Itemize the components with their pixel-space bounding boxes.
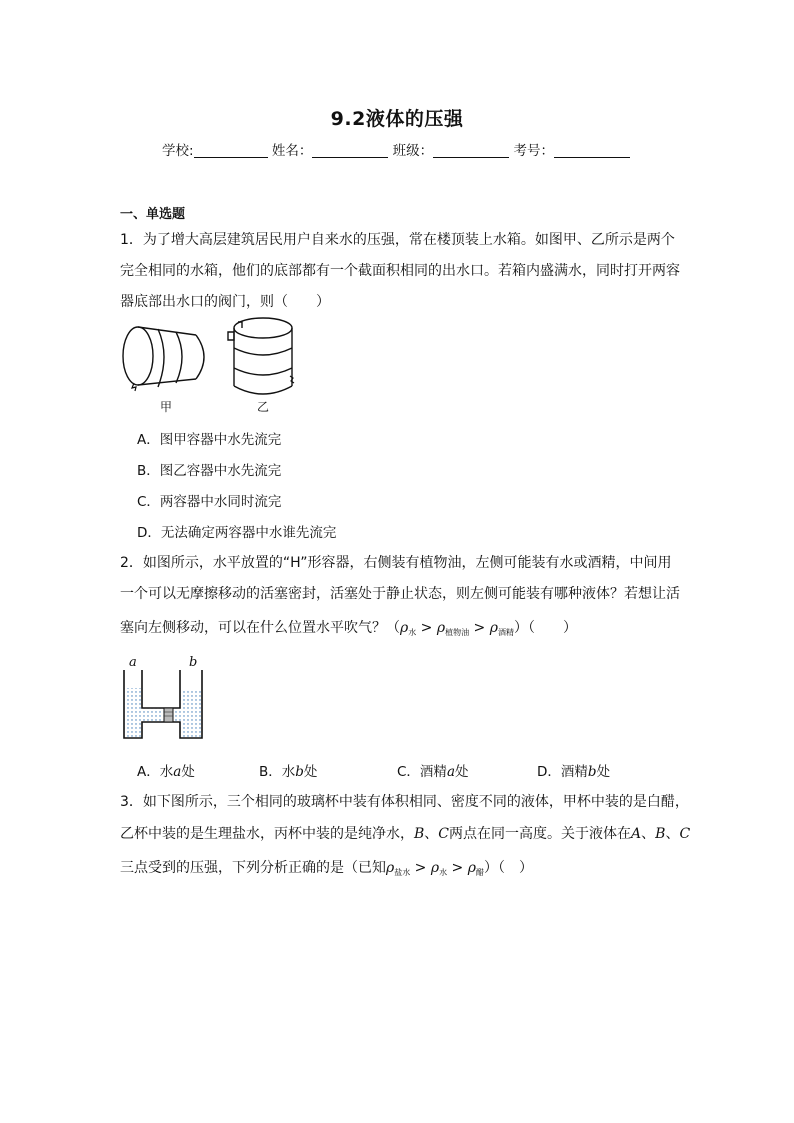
q1-figure <box>118 316 308 420</box>
tank-vertical <box>228 318 292 394</box>
label-jia: 甲 <box>160 400 173 414</box>
q3-line-3: 三点受到的压强，下列分析正确的是（已知$\rho_{盐水} > \rho_水 > \rho_醋$）（ ） <box>120 860 533 877</box>
page-title: 9.2液体的压强 <box>330 108 464 130</box>
gt-2: > <box>469 620 490 636</box>
q2-line-1: 2．如图所示，水平放置的“H”形容器，右侧装有植物油，左侧可能装有水或酒精，中间用 <box>120 555 672 571</box>
label-a: a <box>129 655 137 670</box>
section-heading: 一、单选题 <box>120 207 186 222</box>
rho-alcohol-sub: 酒精 <box>497 628 514 637</box>
tank-horizontal <box>123 327 204 387</box>
rho-alcohol: ρ <box>489 620 498 636</box>
student-info-row <box>162 139 630 159</box>
q2-line-2: 一个可以无摩擦移动的活塞密封，活塞处于静止状态，则左侧可能装有哪种液体？若想让活 <box>120 586 680 602</box>
school-label: 学校: <box>162 143 194 159</box>
rho-oil-sub: 植物油 <box>445 628 470 637</box>
q2-line-3-end: ）（ ） <box>513 620 577 636</box>
gt-1: > <box>416 620 437 636</box>
q1-line-2: 完全相同的水箱，他们的底部都有一个截面积相同的出水口。若箱内盛满水，同时打开两容 <box>120 263 680 279</box>
q2-option-c[interactable]: C．酒精a处 <box>397 764 469 780</box>
rho-water: ρ <box>400 620 409 636</box>
q3-line-2: 乙杯中装的是生理盐水，丙杯中装的是纯净水，B、C两点在同一高度。关于液体在A、B、C <box>120 826 691 842</box>
name-field[interactable] <box>312 143 388 158</box>
q1-line-3: 器底部出水口的阀门，则（ ） <box>120 294 330 310</box>
number-field[interactable] <box>554 143 630 158</box>
label-yi: 乙 <box>257 400 270 414</box>
q3-line-1: 3．如下图所示，三个相同的玻璃杯中装有体积相同、密度不同的液体，甲杯中装的是白醋， <box>120 794 689 810</box>
h-container-figure <box>118 654 210 744</box>
school-field[interactable] <box>194 143 268 158</box>
rho-water-sub: 水 <box>408 628 417 637</box>
q2-line-3 <box>120 617 577 638</box>
q1-option-d[interactable]: D．无法确定两容器中水谁先流完 <box>137 525 337 541</box>
liquid-fill <box>124 688 202 738</box>
q2-option-a[interactable]: A．水a处 <box>137 764 195 780</box>
q1-option-a[interactable]: A．图甲容器中水先流完 <box>137 432 282 448</box>
number-label: 考号： <box>513 143 554 159</box>
q1-option-b[interactable]: B．图乙容器中水先流完 <box>137 463 282 479</box>
q2-option-b[interactable]: B．水b处 <box>259 764 318 780</box>
tank-yi-outlet <box>290 376 294 383</box>
q1-option-c[interactable]: C．两容器中水同时流完 <box>137 494 282 510</box>
q1-line-1: 1．为了增大高层建筑居民用户自来水的压强，常在楼顶装上水箱。如图甲、乙所示是两个 <box>120 232 675 248</box>
class-label: 班级： <box>392 143 434 159</box>
label-b: b <box>189 655 198 670</box>
rho-oil: ρ <box>436 620 446 636</box>
class-field[interactable] <box>433 143 509 158</box>
q2-option-d[interactable]: D．酒精b处 <box>537 764 611 780</box>
q2-line-3-start: 塞向左侧移动，可以在什么位置水平吹气？（ <box>120 620 400 636</box>
piston <box>164 708 173 722</box>
name-label: 姓名： <box>271 143 313 159</box>
